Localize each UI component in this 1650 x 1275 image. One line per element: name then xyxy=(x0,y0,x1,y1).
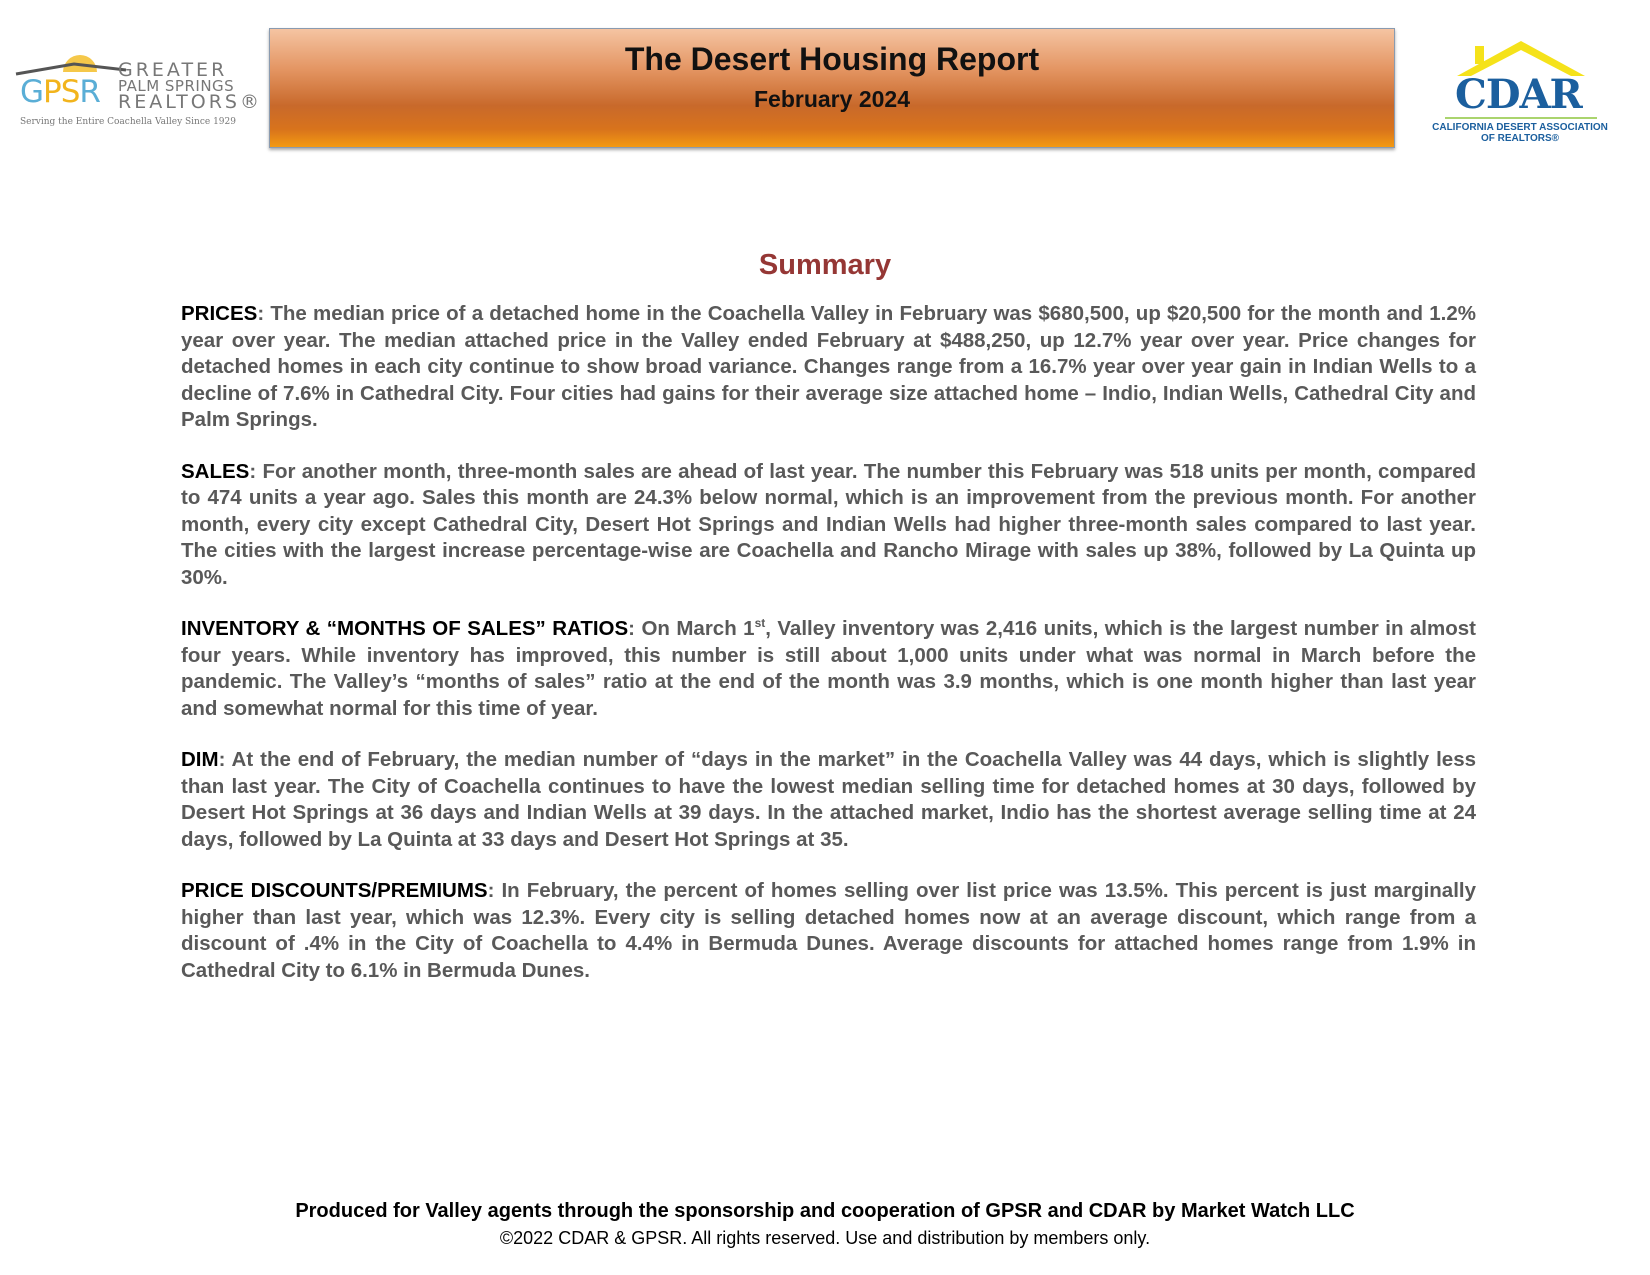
sales-label: SALES xyxy=(181,459,250,483)
dim-label: DIM xyxy=(181,748,219,771)
discounts-label: PRICE DISCOUNTS/PREMIUMS xyxy=(181,879,488,902)
report-date: February 2024 xyxy=(754,86,910,112)
gpsr-tagline: Serving the Entire Coachella Valley Since 1929 xyxy=(20,117,236,127)
sales-text: : For another month, three-month sales are ahead of last year. The number this February was 518 units per month, compared to 474 units a year ago. Sales this month are 24.3% below normal, which is an improvement from the previous month. For another month, every city except Cathedral City, Desert Hot Springs and Indian Wells had higher three-month sales compared to last year. The cities with the largest increase percentage-wise are Coachella and Rancho Mirage with sales up 38%, followed by La Quinta up 30%. xyxy=(181,459,1476,589)
inventory-text-before: : On March 1 xyxy=(628,617,755,640)
cdar-wordmark: CDAR xyxy=(1455,71,1582,118)
inventory-label: INVENTORY & “MONTHS OF SALES” RATIOS xyxy=(181,617,629,640)
report-title: The Desert Housing Report xyxy=(624,41,1040,77)
cdar-logo xyxy=(1425,38,1625,148)
report-banner xyxy=(269,28,1395,148)
gpsr-logo xyxy=(14,50,262,130)
prices-paragraph xyxy=(181,301,1476,434)
discounts-paragraph xyxy=(181,878,1476,984)
prices-text: : The median price of a detached home in the Coachella Valley in February was $680,500, up $20,500 for the month and 1.2% year over year. The median attached price in the Valley ended February at $488,250, up 12.7% year over year. Price changes for detached homes in each city continue to show broad variance. Changes range from a 16.7% year over year gain in Indian Wells to a decline of 7.6% in Cathedral City. Four cities had gains for their average size attached home – Indio, Indian Wells, Cathedral City and Palm Springs. xyxy=(181,302,1476,431)
cdar-subtitle-line2: OF REALTORS® xyxy=(1480,133,1560,144)
footer-credit: Produced for Valley agents through the sponsorship and cooperation of GPSR and CDAR by Market Watch LLC xyxy=(295,1200,1355,1222)
dim-text: : At the end of February, the median number of “days in the market” in the Coachella Valley was 44 days, which is slightly less than last year. The City of Coachella continues to have the lowest median selling time for detached homes at 30 days, followed by Desert Hot Springs at 36 days and Indian Wells at 39 days. In the attached market, Indio has the shortest average selling time at 24 days, followed by La Quinta at 33 days and Desert Hot Springs at 35. xyxy=(181,748,1476,851)
dim-paragraph xyxy=(181,747,1476,853)
footer-copyright: ©2022 CDAR & GPSR. All rights reserved. Use and distribution by members only. xyxy=(499,1228,1151,1248)
gpsr-initials: GPSR xyxy=(20,74,100,110)
prices-label: PRICES xyxy=(181,302,258,325)
inventory-paragraph xyxy=(181,616,1476,722)
cdar-subtitle-line1: CALIFORNIA DESERT ASSOCIATION xyxy=(1432,122,1608,133)
sales-paragraph xyxy=(181,459,1476,592)
summary-content xyxy=(181,301,1476,1009)
gpsr-name: GREATER PALM SPRINGS REALTORS® xyxy=(118,59,262,113)
inventory-text-after: , Valley inventory was 2,416 units, which is the largest number in almost four years. While inventory has improved, this number is still about 1,000 units under what was normal in March before the pandemic. The Valley’s “months of sales” ratio at the end of the month was 3.9 months, which is one month higher than last year and somewhat normal for this time of year. xyxy=(181,617,1476,720)
summary-heading: Summary xyxy=(758,249,892,281)
inventory-superscript: st xyxy=(754,616,766,631)
discounts-text: : In February, the percent of homes selling over list price was 13.5%. This percent is just marginally higher than last year, which was 12.3%. Every city is selling detached homes now at an average discount, which range from a discount of .4% in the City of Coachella to 4.4% in Bermuda Dunes. Average discounts for attached homes range from 1.9% in Cathedral City to 6.1% in Bermuda Dunes. xyxy=(181,879,1476,982)
